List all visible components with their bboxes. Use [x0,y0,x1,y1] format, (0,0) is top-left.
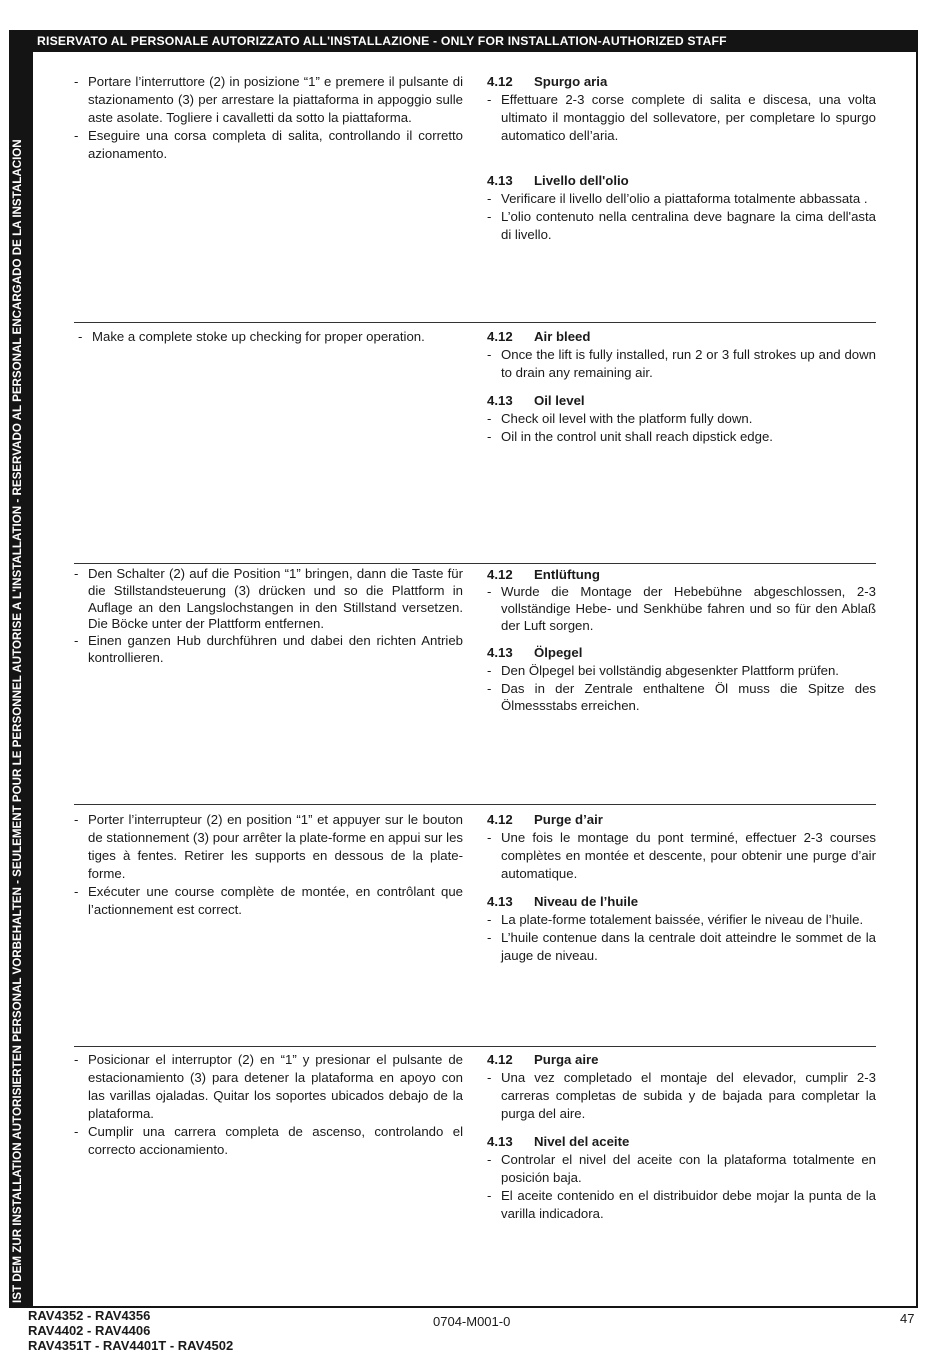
list-item: - Effettuare 2-3 corse complete di salita e discesa, una volta ultimato il montaggio del sollevatore, per completare lo spurgo automatico dell’aria. [487,91,876,145]
list-item: - L’olio contenuto nella centralina deve bagnare la cima dell'asta di livello. [487,208,876,244]
procedure-column [74,328,463,346]
list-item: - Check oil level with the platform fully down. [487,410,876,428]
section-heading-oil-level: 4.13 Niveau de l’huile [487,894,639,909]
list-item: - Den Ölpegel bei vollständig abgesenkter Plattform prüfen. [487,662,876,680]
section-heading-air-bleed: 4.12 Purge d’air [487,812,603,827]
list-item: - El aceite contenido en el distribuidor debe mojar la punta de la varilla indicadora. [487,1187,876,1223]
list-item: - Une fois le montage du pont terminé, effectuer 2-3 courses complètes en montée et descente, pour obtenir une purge d’air automatique. [487,829,876,883]
section-heading-air-bleed: 4.12 Air bleed [487,329,591,344]
maintenance-column [487,1051,876,1223]
section-heading-air-bleed: 4.12 Entlüftung [487,567,600,582]
section-heading-air-bleed: 4.12 Purga aire [487,1052,599,1067]
footer-model-line: RAV4352 - RAV4356 [28,1308,151,1323]
section-heading-oil-level: 4.13 Oil level [487,393,585,408]
procedure-column [74,566,463,667]
maintenance-column [487,328,876,446]
restricted-banner: RISERVATO AL PERSONALE AUTORIZZATO ALL'INSTALLAZIONE - ONLY FOR INSTALLATION-AUTHORIZED STAFF [9,30,918,52]
list-item: - L’huile contenue dans la centrale doit atteindre le sommet de la jauge de niveau. [487,929,876,965]
list-item: - Porter l’interrupteur (2) en position “1” et appuyer sur le bouton de stationnement (3) pour arrêter la plate-forme en appui sur les tiges à fentes. Retirer les supports en dessous de la plate-forme. [74,811,463,883]
procedure-column [74,811,463,919]
maintenance-column [487,73,876,244]
list-item: - Cumplir una carrera completa de ascenso, controlando el correcto accionamiento. [74,1123,463,1159]
list-item: - Portare l’interruttore (2) in posizione “1” e premere il pulsante di stazionamento (3) per arrestare la piattaforma in appoggio sulle aste asolate. Togliere i cavalletti da sotto la piattaforma. [74,73,463,127]
side-banner-text: IST DEM ZUR INSTALLATION AUTORISIERTEN PERSONAL VORBEHALTEN - SEULEMENT POUR LE PERSONNEL AUTORISE A L'INSTALLATION - RESERVADO AL PERSONAL ENCARGADO DE LA INSTALACION [11,139,24,1303]
document-code: 0704-M001-0 [433,1314,511,1329]
list-item: - La plate-forme totalement baissée, vérifier le niveau de l’huile. [487,911,876,929]
list-item: - Das in der Zentrale enthaltene Öl muss die Spitze des Ölmessstabs erreichen. [487,680,876,715]
section-heading-oil-level: 4.13 Livello dell'olio [487,173,629,188]
list-item: - Once the lift is fully installed, run 2 or 3 full strokes up and down to drain any remaining air. [487,346,876,382]
list-item: - Exécuter une course complète de montée, en contrôlant que l’actionnement est correct. [74,883,463,919]
page-number: 47 [900,1311,915,1326]
list-item: - Posicionar el interruptor (2) en “1” y presionar el pulsante de estacionamiento (3) para detener la plataforma en apoyo con las varillas ojaladas. Quitar los soportes ubicados debajo de la plataforma. [74,1051,463,1123]
footer-model-list [28,1308,233,1353]
list-item: - Oil in the control unit shall reach dipstick edge. [487,428,876,446]
list-item: - Eseguire una corsa completa di salita, controllando il corretto azionamento. [74,127,463,163]
footer-model-line: RAV4402 - RAV4406 [28,1323,151,1338]
section-heading-oil-level: 4.13 Ölpegel [487,645,583,661]
section-divider [74,563,876,564]
list-item: - Verificare il livello dell’olio a piattaforma totalmente abbassata . [487,190,876,208]
section-divider [74,804,876,805]
list-item: - Controlar el nivel del aceite con la plataforma totalmente en posición baja. [487,1151,876,1187]
list-item: - Einen ganzen Hub durchführen und dabei den richten Antrieb kontrollieren. [74,633,463,667]
procedure-column [74,1051,463,1159]
section-heading-air-bleed: 4.12 Spurgo aria [487,74,608,89]
list-item: - Una vez completado el montaje del elevador, cumplir 2-3 carreras completas de subida y de bajada para completar la purga del aire. [487,1069,876,1123]
section-divider [74,1046,876,1047]
maintenance-column [487,566,876,715]
maintenance-column [487,811,876,965]
section-divider [74,322,876,323]
section-heading-oil-level: 4.13 Nivel del aceite [487,1134,630,1149]
list-item: - Den Schalter (2) auf die Position “1” bringen, dann die Taste für die Stillstandsteuerung (3) drücken und so die Plattform in Auflage an den Langslochstangen in den Stillstand versetzen. Die Böcke unter der Plattform entfernen. [74,566,463,633]
footer-model-line: RAV4351T - RAV4401T - RAV4502 [28,1338,234,1353]
list-item: - Make a complete stoke up checking for proper operation. [78,328,463,346]
procedure-column [74,73,463,163]
list-item: - Wurde die Montage der Hebebühne abgeschlossen, 2-3 vollständige Hebe- und Senkhübe fahren und so für den Ablaß der Luft sorgen. [487,584,876,634]
